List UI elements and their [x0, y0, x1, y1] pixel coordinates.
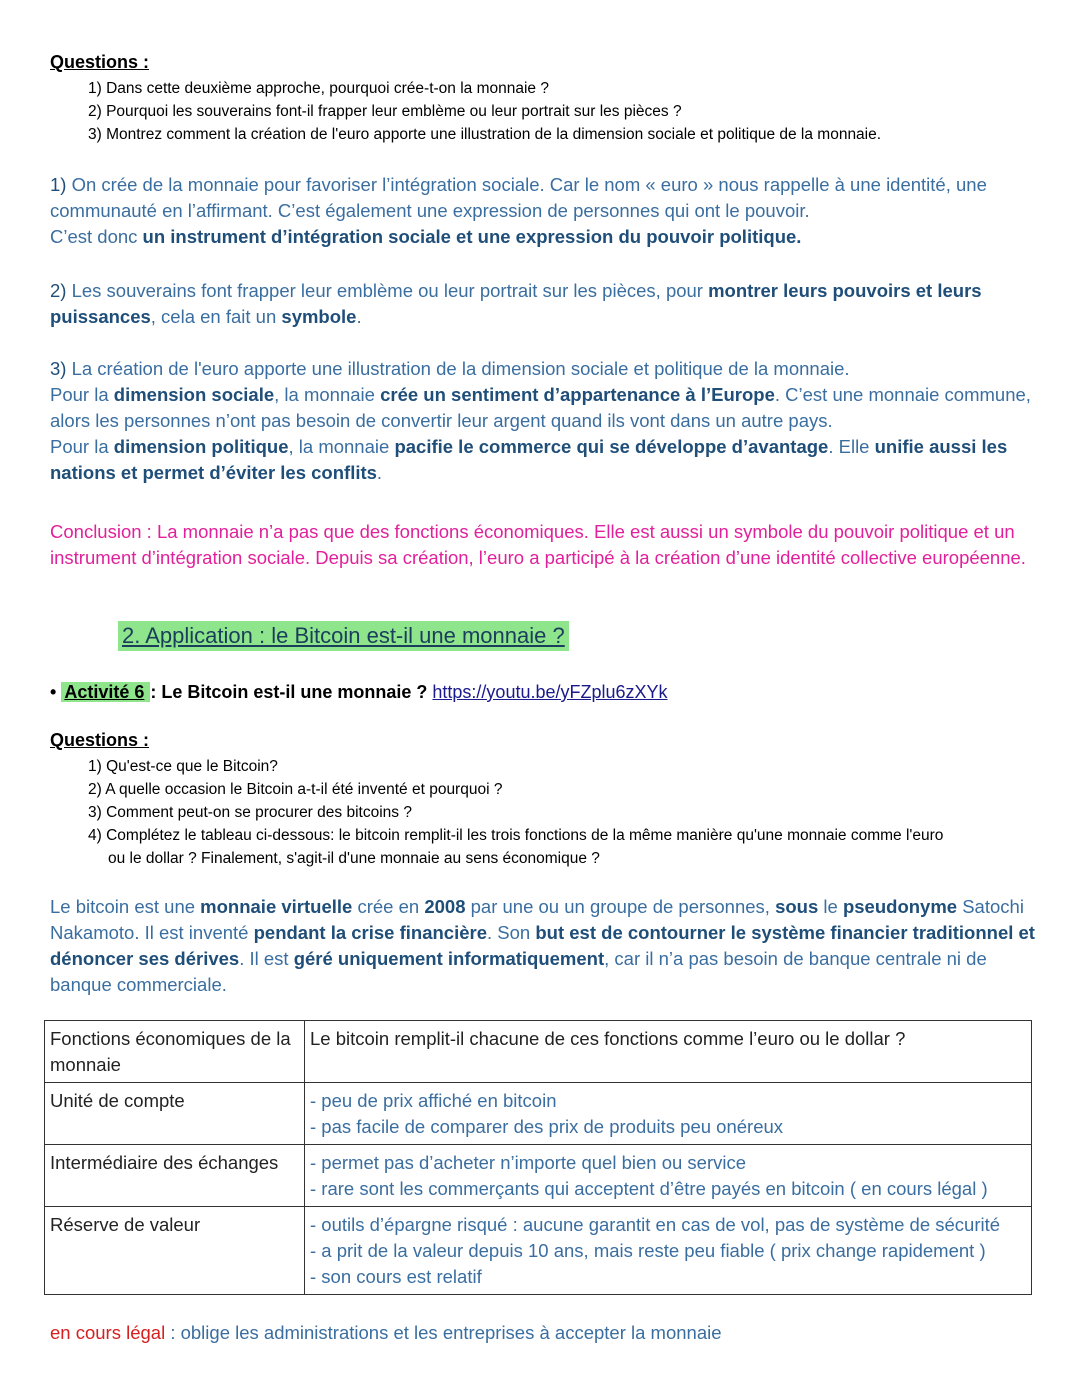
answer-text: Pour la	[50, 384, 114, 405]
activity-tag: Activité 6	[61, 682, 150, 702]
answer-bold: dimension politique	[113, 436, 289, 457]
answer-line: - permet pas d’acheter n’importe quel bien ou service	[310, 1152, 747, 1173]
answer-number: 2)	[50, 280, 67, 301]
question-item: 2) A quelle occasion le Bitcoin a-t-il été inventé et pourquoi ?	[88, 781, 503, 798]
question-item: 2) Pourquoi les souverains font-il frapper leur emblème ou leur portrait sur les pièces ?	[88, 103, 682, 120]
answer-text: Les souverains font frapper leur emblème ou leur portrait sur les pièces, pour	[66, 280, 709, 301]
answer-text: . Il est	[239, 948, 294, 969]
conclusion: Conclusion : La monnaie n’a pas que des fonctions économiques. Elle est aussi un symbole du pouvoir politique et un instrument d’intégration sociale. Depuis sa création, l’euro a participé à la création d’une identité collective européenne.	[50, 521, 1026, 568]
answer-line: - a prit de la valeur depuis 10 ans, mais reste peu fiable ( prix change rapidement )	[310, 1240, 986, 1261]
table-cell-label: Intermédiaire des échanges	[45, 1145, 305, 1207]
answer-bold: pacifie le commerce qui se développe d’avantage	[394, 436, 829, 457]
answer-bold: pendant la crise financière	[253, 922, 488, 943]
bitcoin-answer	[50, 894, 1040, 998]
answer-3	[50, 356, 1040, 486]
table-cell-label: Réserve de valeur	[45, 1207, 305, 1295]
questions-list	[88, 77, 881, 146]
answer-text: .	[356, 306, 362, 327]
answer-bold: montrer leurs pouvoirs et leurs puissances	[50, 280, 982, 327]
answer-bold: monnaie virtuelle	[200, 896, 353, 917]
table-cell-label: Unité de compte	[45, 1083, 305, 1145]
section-heading: 2. Application : le Bitcoin est-il une monnaie ?	[118, 621, 569, 651]
question-item: 1) Dans cette deuxième approche, pourquoi crée-t-on la monnaie ?	[88, 80, 549, 97]
answer-line: - pas facile de comparer des prix de produits peu onéreux	[310, 1116, 784, 1137]
question-item: 4) Complétez le tableau ci-dessous: le bitcoin remplit-il les trois fonctions de la même manière qu'une monnaie comme l'euro	[88, 827, 944, 844]
table-row	[45, 1207, 1032, 1295]
questions-title: Questions :	[50, 730, 150, 750]
table-row	[45, 1145, 1032, 1207]
answer-text: , car il n’a pas besoin de banque centrale ni de banque commerciale.	[50, 948, 987, 995]
definition-text: : oblige les administrations et les entreprises à accepter la monnaie	[165, 1322, 722, 1343]
answer-text: La création de l'euro apporte une illustration de la dimension sociale et politique de la monnaie.	[66, 358, 850, 379]
answer-1	[50, 172, 1040, 250]
answer-line: - outils d’épargne risqué : aucune garantit en cas de vol, pas de système de sécurité	[310, 1214, 1001, 1235]
table-header-cell: Le bitcoin remplit-il chacune de ces fonctions comme l’euro ou le dollar ?	[305, 1021, 1032, 1083]
answer-line: - peu de prix affiché en bitcoin	[310, 1090, 557, 1111]
answer-number: 3)	[50, 358, 67, 379]
answer-bold: but est de contourner le système financier traditionnel et dénoncer ses dérives	[50, 922, 1035, 969]
answer-text: . Elle	[828, 436, 875, 457]
answer-bold: crée un sentiment d’appartenance à l’Europe	[380, 384, 775, 405]
activity-text: : Le Bitcoin est-il une monnaie ?	[150, 682, 433, 702]
table-cell-answer	[305, 1207, 1032, 1295]
table-cell-answer	[305, 1083, 1032, 1145]
answer-text: . C’est une monnaie commune, alors les personnes n’ont pas besoin de convertir leur argent quand ils vont dans un autre pays.	[50, 384, 1031, 431]
answer-text: . Son	[487, 922, 536, 943]
questions-list	[88, 755, 943, 870]
answer-text: par une ou un groupe de personnes,	[465, 896, 776, 917]
question-item: 3) Comment peut-on se procurer des bitcoins ?	[88, 804, 412, 821]
answer-bold: sous	[775, 896, 819, 917]
table-cell-answer	[305, 1145, 1032, 1207]
bullet: •	[50, 682, 57, 702]
definition-line	[50, 1322, 722, 1344]
answer-text: Le bitcoin est une	[50, 896, 201, 917]
answer-bold: un instrument d’intégration sociale et une expression du pouvoir politique.	[142, 226, 802, 247]
questions-title: Questions :	[50, 52, 150, 72]
question-item: ou le dollar ? Finalement, s'agit-il d'une monnaie au sens économique ?	[108, 850, 600, 867]
definition-term: en cours légal	[50, 1322, 166, 1343]
answer-line: - rare sont les commerçants qui acceptent d’être payés en bitcoin ( en cours légal )	[310, 1178, 988, 1199]
answer-text: Satochi Nakamoto. Il est inventé	[50, 896, 1024, 943]
table-header-cell: Fonctions économiques de la monnaie	[45, 1021, 305, 1083]
answer-bold: géré uniquement informatiquement	[293, 948, 605, 969]
answer-text: .	[376, 462, 383, 483]
answer-bold: dimension sociale	[113, 384, 275, 405]
answer-text: crée en	[352, 896, 425, 917]
answer-text: le	[818, 896, 843, 917]
answer-bold: unifie aussi les nations et permet d’éviter les conflits	[50, 436, 1008, 483]
question-item: 3) Montrez comment la création de l'euro apporte une illustration de la dimension sociale et politique de la monnaie.	[88, 126, 882, 143]
answer-text: Pour la	[50, 436, 114, 457]
answer-text: , la monnaie	[274, 384, 381, 405]
table-header-row	[45, 1021, 1032, 1083]
answer-text: On crée de la monnaie pour favoriser l’intégration sociale. Car le nom « euro » nous rappelle à une identité, une communauté en l’affirmant. C’est également une expression de personnes qui ont le pouvoir.	[50, 174, 987, 221]
answer-bold: pseudonyme	[842, 896, 958, 917]
activity-link[interactable]: https://youtu.be/yFZplu6zXYk	[432, 682, 668, 702]
answer-bold: 2008	[424, 896, 466, 917]
answer-text: , cela en fait un	[150, 306, 282, 327]
functions-table	[44, 1020, 1032, 1295]
answer-2	[50, 278, 1040, 330]
table-row	[45, 1083, 1032, 1145]
answer-text: C’est donc	[50, 226, 143, 247]
answer-line: - son cours est relatif	[310, 1266, 482, 1287]
activity-line	[50, 682, 668, 703]
answer-text: , la monnaie	[288, 436, 395, 457]
answer-number: 1)	[50, 174, 67, 195]
answer-bold: symbole	[281, 306, 357, 327]
question-item: 1) Qu'est-ce que le Bitcoin?	[88, 758, 278, 775]
